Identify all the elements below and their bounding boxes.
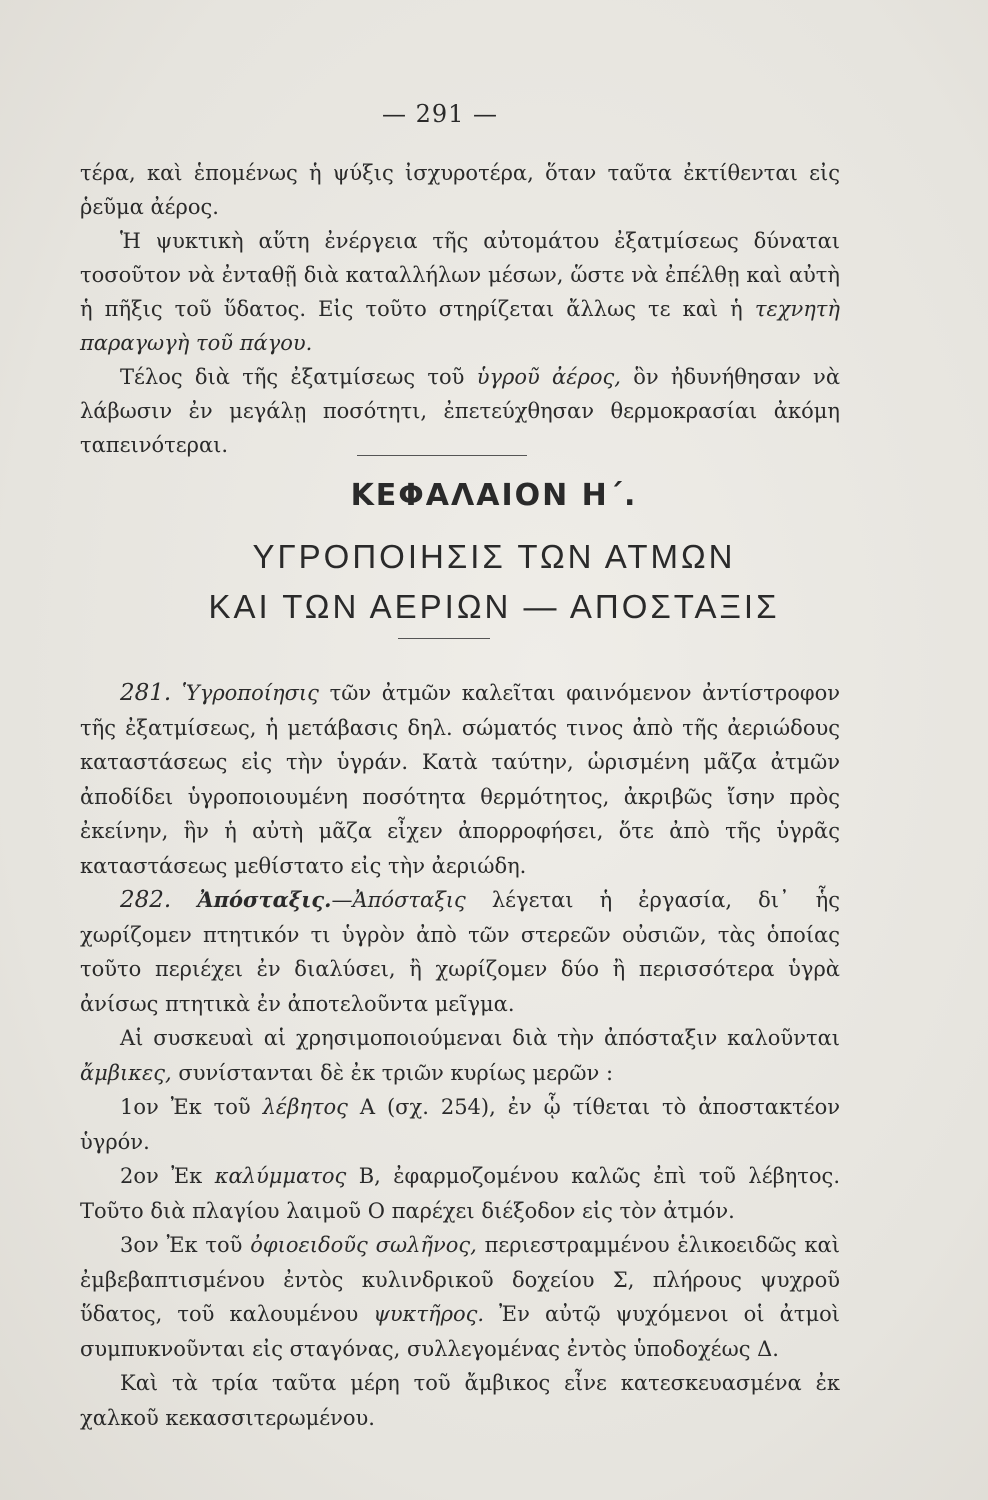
text-span: ὃν ἠδυνήθησαν νὰ λάβωσιν ἐν μεγάλῃ ποσότητι, ἐπετεύχθησαν θερμοκρασίαι ἀκόμη ταπεινότεραι. <box>80 365 841 457</box>
italic-term: ὑγροῦ ἀέρος, <box>476 365 621 389</box>
section-281 <box>80 676 840 883</box>
paragraph-continued: τέρα, καὶ ἑπομένως ἡ ψύξις ἰσχυροτέρα, ὅταν ταῦτα ἐκτίθενται εἰς ῥεῦμα ἀέρος. <box>80 161 840 219</box>
text-span: Ἡ ψυκτικὴ αὕτη ἐνέργεια τῆς αὐτομάτου ἐξατμίσεως δύναται τοσοῦτον νὰ ἐνταθῇ διὰ καταλλήλων μέσων, ὥστε νὰ ἐπέλθῃ καὶ αὐτὴ ἡ πῆξις τοῦ ὕδατος. Εἰς τοῦτο στηρίζεται ἄλλως τε καὶ ἡ <box>80 229 840 321</box>
text-span: 3ον Ἐκ τοῦ <box>120 1233 243 1257</box>
body-text <box>80 676 840 1435</box>
text-span: — <box>331 888 353 912</box>
list-item-2 <box>80 1159 840 1228</box>
section-282 <box>80 883 840 1021</box>
italic-term: Ἀπόσταξις <box>352 888 466 912</box>
italic-term: ὀφιοειδοῦς σωλῆνος, <box>250 1233 477 1257</box>
divider-rule <box>398 638 490 639</box>
text-span: Τέλος διὰ τῆς ἐξατμίσεως τοῦ <box>120 365 465 389</box>
chapter-title-line-1: ΥΓΡΟΠΟΙΗΣΙΣ ΤΩΝ ΑΤΜΩΝ <box>252 538 736 575</box>
text-span: Αἱ συσκευαὶ αἱ χρησιμοποιούμεναι διὰ τὴν ἀπόσταξιν καλοῦνται <box>120 1026 840 1050</box>
section-title: Ἀπόσταξις. <box>197 887 332 912</box>
section-number: 281. <box>120 680 172 706</box>
top-paragraphs <box>80 156 840 462</box>
italic-term: ἄμβικες, <box>80 1060 172 1085</box>
italic-term: καλύμματος <box>214 1164 347 1188</box>
italic-term: λέβητος <box>262 1095 348 1119</box>
chapter-heading: ΚΕΦΑΛΑΙΟΝ Η΄. <box>350 478 638 513</box>
text-span: περιεστραμμένου ἑλικοειδῶς καὶ ἐμβεβαπτισμένου ἐντὸς κυλινδρικοῦ δοχείου Σ, πλήρους ψυχροῦ ὕδατος, τοῦ καλουμένου <box>80 1233 840 1326</box>
italic-term: ψυκτῆρος. <box>373 1302 485 1326</box>
text-span: Α (σχ. 254), ἐν ᾧ τίθεται τὸ ἀποστακτέον ὑγρόν. <box>80 1095 841 1154</box>
text-span: Ἐν αὐτῷ ψυχόμενοι οἱ ἀτμοὶ συμπυκνοῦνται εἰς σταγόνας, συλλεγομένας ἐντὸς ὑποδοχέως Δ. <box>80 1302 840 1361</box>
text-span: λέγεται ἡ ἐργασία, δι᾽ ἧς χωρίζομεν πτητικόν τι ὑγρὸν ἀπὸ τῶν στερεῶν οὐσιῶν, τὰς ὁποίας τοῦτο περιέχει ἐν διαλύσει, ἢ χωρίζομεν δύο ἢ περισσότερα ὑγρὰ ἀνίσως πτητικὰ ἐν ἀποτελοῦντα μεῖγμα. <box>80 888 840 1016</box>
italic-term: Ὑγροποίησις <box>181 681 319 705</box>
paragraph-apparatus <box>80 1021 840 1090</box>
page-number: — 291 — <box>381 100 499 128</box>
chapter-title-line-2: ΚΑΙ ΤΩΝ ΑΕΡΙΩΝ — ΑΠΟΣΤΑΞΙΣ <box>208 588 780 625</box>
section-number: 282. <box>120 887 172 913</box>
divider-rule <box>357 455 527 456</box>
italic-term: τεχνητὴ παραγωγὴ τοῦ πάγου. <box>80 297 840 355</box>
paragraph-cooling <box>80 224 840 360</box>
text-span: συνίστανται δὲ ἐκ τριῶν κυρίως μερῶν : <box>178 1060 614 1085</box>
paragraph-liquid-air <box>80 360 840 462</box>
paragraph-final: Καὶ τὰ τρία ταῦτα μέρη τοῦ ἄμβικος εἶνε κατεσκευασμένα ἐκ χαλκοῦ κεκασσιτερωμένου. <box>80 1371 840 1430</box>
text-span: 2ον Ἐκ <box>120 1164 203 1188</box>
list-item-3 <box>80 1228 840 1366</box>
text-span: τῶν ἀτμῶν καλεῖται φαινόμενον ἀντίστροφον τῆς ἐξατμίσεως, ἡ μετάβασις δηλ. σώματός τινος ἀπὸ τῆς ἀεριώδους καταστάσεως εἰς τὴν ὑγράν. Κατὰ ταύτην, ὡρισμένη μᾶζα ἀτμῶν ἀποδίδει ὑγροποιουμένη ποσότητα θερμότητος, ἀκριβῶς ἴσην πρὸς ἐκείνην, ἣν ἡ αὐτὴ μᾶζα εἶχεν ἀπορροφήσει, ὅτε ἀπὸ τῆς ὑγρᾶς καταστάσεως μεθίστατο εἰς τὴν ἀεριώδη. <box>80 681 840 878</box>
text-span: Β, ἐφαρμοζομένου καλῶς ἐπὶ τοῦ λέβητος. Τοῦτο διὰ πλαγίου λαιμοῦ Ο παρέχει διέξοδον εἰς τὸν ἀτμόν. <box>80 1164 840 1223</box>
list-item-1 <box>80 1090 840 1159</box>
text-span: 1ον Ἐκ τοῦ <box>120 1095 251 1119</box>
